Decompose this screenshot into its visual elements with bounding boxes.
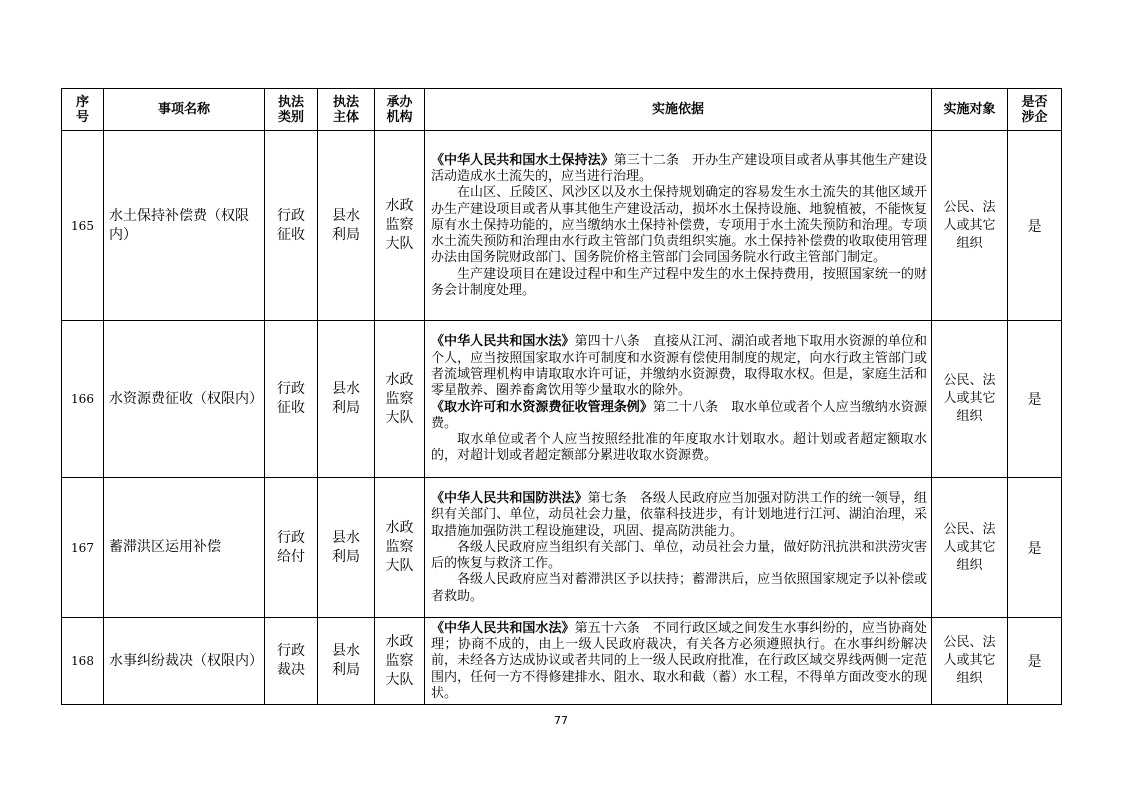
row-basis [425,131,932,321]
row-subject: 县水利局 [318,321,375,478]
table-header-row [62,89,1062,131]
row-item-name: 水土保持补偿费（权限内） [104,131,265,321]
basis-paragraph: 取水单位或者个人应当按照经批准的年度取水计划取水。超计划或者超定额取水的，对超计划或者超定额部分累进收取水资源费。 [431,432,927,464]
basis-paragraph: 在山区、丘陵区、风沙区以及水土保持规划确定的容易发生水土流失的其他区域开办生产建设项目或者从事其他生产建设活动，损坏水土保持设施、地貌植被，不能恢复原有水土保持功能的，应当缴纳水土保持补偿费，专项用于水土流失预防和治理。专项水土流失预防和治理由水行政主管部门负责组织实施。水土保持补偿费的收取使用管理办法由国务院财政部门、国务院价格主管部门会同国务院水行政主管部门制定。 [431,185,927,266]
row-item-name: 蓄滞洪区运用补偿 [104,478,265,618]
row-target: 公民、法人或其它组织 [932,321,1008,478]
row-seq: 167 [62,478,104,618]
law-clause: 第七条 各级人民政府应当加强对防洪工作的统一领导，组织有关部门、单位，动员社会力量，依靠科技进步，有计划地进行江河、湖泊治理，采取措施加强防洪工程设施建设，巩固、提高防洪能力。 [431,490,927,539]
header-enterprise: 是否涉企 [1008,89,1062,131]
law-title: 《中华人民共和国水法》 [431,334,575,350]
basis-paragraph [431,334,927,399]
basis-paragraph [431,153,927,186]
row-seq: 166 [62,321,104,478]
row-enterprise: 是 [1008,131,1062,321]
table-row [62,131,1062,321]
row-category: 行政给付 [265,478,318,618]
law-clause: 第五十六条 不同行政区域之间发生水事纠纷的，应当协商处理；协商不成的，由上一级人民政府裁决，有关各方必须遵照执行。在水事纠纷解决前，未经各方达成协议或者共同的上一级人民政府批准，在行政区域交界线两侧一定范围内，任何一方不得修建排水、阻水、取水和截（蓄）水工程，不得单方面改变水的现状。 [431,620,927,701]
basis-paragraph: 各级人民政府应当组织有关部门、单位，动员社会力量，做好防汛抗洪和洪涝灾害后的恢复与救济工作。 [431,539,927,572]
header-target: 实施对象 [932,89,1008,131]
row-seq: 165 [62,131,104,321]
row-target: 公民、法人或其它组织 [932,131,1008,321]
header-category: 执法类别 [265,89,318,131]
header-name: 事项名称 [104,89,265,131]
law-title: 《中华人民共和国水土保持法》 [431,152,614,168]
row-enterprise: 是 [1008,321,1062,478]
basis-paragraph: 生产建设项目在建设过程中和生产过程中发生的水土保持费用，按照国家统一的财务会计制度处理。 [431,266,927,299]
basis-paragraph [431,491,927,540]
law-title: 《取水许可和水资源费征收管理条例》 [431,399,653,415]
row-seq: 168 [62,618,104,705]
law-title: 《中华人民共和国水法》 [431,620,575,636]
row-subject: 县水利局 [318,478,375,618]
row-basis [425,618,932,705]
law-clause: 第二十八条 取水单位或者个人应当缴纳水资源费。 [431,399,927,431]
header-agency: 承办机构 [375,89,425,131]
table-row [62,321,1062,478]
row-subject: 县水利局 [318,618,375,705]
law-clause: 第三十二条 开办生产建设项目或者从事其他生产建设活动造成水土流失的，应当进行治理。 [431,152,927,184]
enforcement-matters-table [61,88,1062,705]
row-agency: 水政监察大队 [375,478,425,618]
law-title: 《中华人民共和国防洪法》 [431,490,588,506]
table-row [62,618,1062,705]
row-item-name: 水事纠纷裁决（权限内） [104,618,265,705]
row-subject: 县水利局 [318,131,375,321]
row-basis [425,321,932,478]
header-basis: 实施依据 [425,89,932,131]
row-item-name: 水资源费征收（权限内） [104,321,265,478]
row-agency: 水政监察大队 [375,131,425,321]
row-enterprise: 是 [1008,478,1062,618]
row-target: 公民、法人或其它组织 [932,618,1008,705]
page-number: 77 [554,714,568,727]
basis-paragraph: 各级人民政府应当对蓄滞洪区予以扶持；蓄滞洪后，应当依照国家规定予以补偿或者救助。 [431,572,927,604]
row-agency: 水政监察大队 [375,321,425,478]
row-agency: 水政监察大队 [375,618,425,705]
row-category: 行政征收 [265,131,318,321]
row-category: 行政征收 [265,321,318,478]
row-enterprise: 是 [1008,618,1062,705]
basis-paragraph [431,400,927,433]
row-basis [425,478,932,618]
row-category: 行政裁决 [265,618,318,705]
header-seq: 序号 [62,89,104,131]
basis-paragraph [431,621,927,702]
table-row [62,478,1062,618]
law-clause: 第四十八条 直接从江河、湖泊或者地下取用水资源的单位和个人，应当按照国家取水许可制度和水资源有偿使用制度的规定，向水行政主管部门或者流域管理机构申请取取水许可证，并缴纳水资源费，取得取水权。但是，家庭生活和零星散养、圈养畜禽饮用等少量取水的除外。 [431,334,927,399]
header-subject: 执法主体 [318,89,375,131]
row-target: 公民、法人或其它组织 [932,478,1008,618]
